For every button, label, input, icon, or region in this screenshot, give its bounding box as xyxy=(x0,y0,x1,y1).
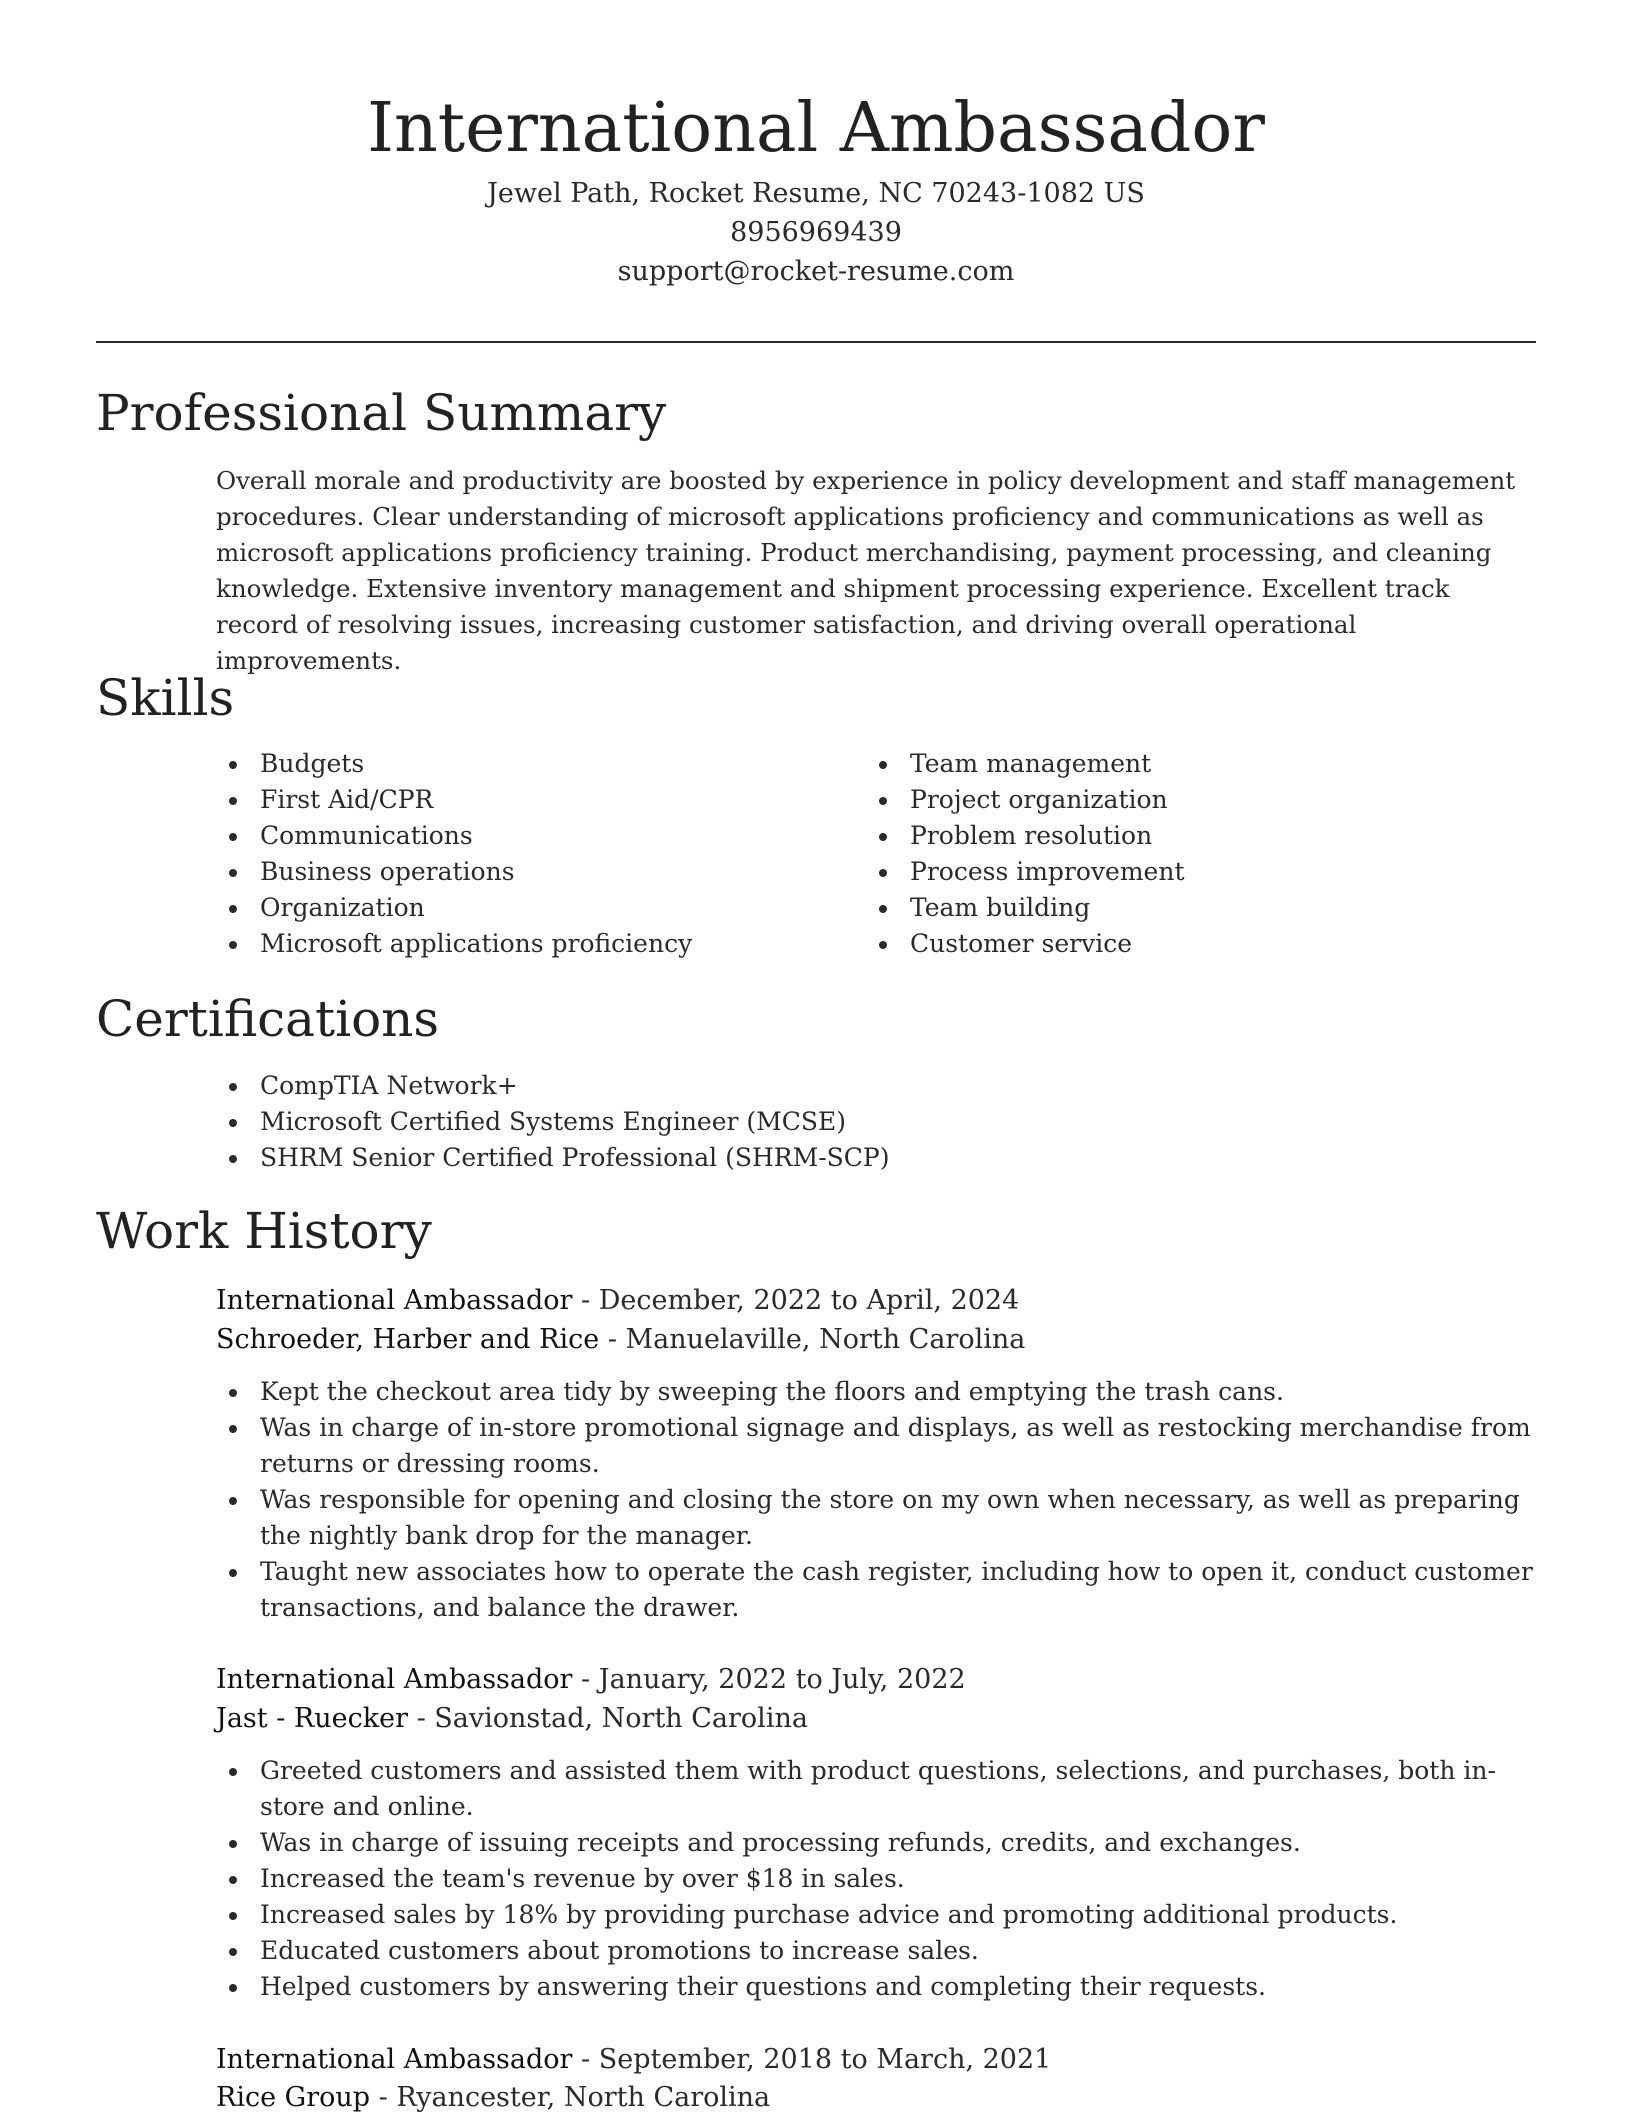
skill-item: Budgets xyxy=(216,746,856,782)
job-dates: January, 2022 to July, 2022 xyxy=(598,1664,966,1695)
job-bullet: Helped customers by answering their questions and completing their requests. xyxy=(216,1969,1536,2005)
job-dates: December, 2022 to April, 2024 xyxy=(598,1285,1020,1316)
certification-item: SHRM Senior Certified Professional (SHRM-SCP) xyxy=(216,1140,1516,1176)
job-bullets xyxy=(216,1374,1536,1626)
job-location: Ryancester, North Carolina xyxy=(396,2082,771,2113)
job-title-line: International Ambassador - September, 2018 to March, 2021 xyxy=(216,2044,1052,2075)
skill-item: Customer service xyxy=(866,926,1506,962)
work-history-heading: Work History xyxy=(96,1202,432,1260)
job-company: Schroeder, Harber and Rice xyxy=(216,1324,600,1355)
header-divider xyxy=(96,341,1536,343)
job-bullet: Was in charge of in-store promotional signage and displays, as well as restocking merchandise from returns or dressing rooms. xyxy=(216,1410,1536,1482)
contact-address: Jewel Path, Rocket Resume, NC 70243-1082 US xyxy=(487,178,1145,209)
job-location: Savionstad, North Carolina xyxy=(434,1703,808,1734)
certification-item: CompTIA Network+ xyxy=(216,1068,1516,1104)
skill-item: Microsoft applications proficiency xyxy=(216,926,856,962)
job-bullet: Greeted customers and assisted them with product questions, selections, and purchases, both in-store and online. xyxy=(216,1753,1536,1825)
skill-item: Team management xyxy=(866,746,1506,782)
job-company-line: Schroeder, Harber and Rice - Manuelaville, North Carolina xyxy=(216,1324,1026,1355)
job-bullet: Increased the team's revenue by over $18 in sales. xyxy=(216,1861,1536,1897)
job-location: Manuelaville, North Carolina xyxy=(625,1324,1026,1355)
skill-item: Business operations xyxy=(216,854,856,890)
job-bullet: Kept the checkout area tidy by sweeping the floors and emptying the trash cans. xyxy=(216,1374,1536,1410)
skill-item: Process improvement xyxy=(866,854,1506,890)
job-company-line: Rice Group - Ryancester, North Carolina xyxy=(216,2082,771,2113)
skills-heading: Skills xyxy=(96,669,235,727)
contact-email: support@rocket-resume.com xyxy=(617,256,1015,287)
candidate-name: International Ambassador xyxy=(367,89,1265,168)
job-role: International Ambassador xyxy=(216,2044,573,2075)
skill-item: Organization xyxy=(216,890,856,926)
job-bullet: Taught new associates how to operate the cash register, including how to open it, conduct customer transactions, and balance the drawer. xyxy=(216,1554,1536,1626)
skills-list-right xyxy=(866,746,1506,962)
job-bullets xyxy=(216,1753,1536,2005)
skill-item: Problem resolution xyxy=(866,818,1506,854)
job-bullet: Was in charge of issuing receipts and processing refunds, credits, and exchanges. xyxy=(216,1825,1536,1861)
certification-item: Microsoft Certified Systems Engineer (MCSE) xyxy=(216,1104,1516,1140)
skills-list-left xyxy=(216,746,856,962)
skill-item: Communications xyxy=(216,818,856,854)
skill-item: Project organization xyxy=(866,782,1506,818)
job-bullet: Was responsible for opening and closing the store on my own when necessary, as well as preparing the nightly bank drop for the manager. xyxy=(216,1482,1536,1554)
job-dates: September, 2018 to March, 2021 xyxy=(598,2044,1052,2075)
certifications-heading: Certifications xyxy=(96,990,440,1048)
skill-item: Team building xyxy=(866,890,1506,926)
resume-header xyxy=(96,84,1536,291)
summary-text: Overall morale and productivity are boosted by experience in policy development and staff management procedures. Clear understanding of microsoft applications proficiency and communications as well as microsoft applications proficiency training. Product merchandising, payment processing, and cleaning knowledge. Extensive inventory management and shipment processing experience. Excellent track record of resolving issues, increasing customer satisfaction, and driving overall operational improvements. xyxy=(216,466,1516,675)
certifications-list xyxy=(216,1068,1516,1176)
job-title-line: International Ambassador - January, 2022 to July, 2022 xyxy=(216,1664,966,1695)
job-bullet: Increased sales by 18% by providing purchase advice and promoting additional products. xyxy=(216,1897,1536,1933)
job-title-line: International Ambassador - December, 2022 to April, 2024 xyxy=(216,1285,1020,1316)
job-company-line: Jast - Ruecker - Savionstad, North Carolina xyxy=(216,1703,808,1734)
job-role: International Ambassador xyxy=(216,1285,573,1316)
job-company: Jast - Ruecker xyxy=(216,1703,408,1734)
summary-heading: Professional Summary xyxy=(96,384,667,442)
job-bullet: Educated customers about promotions to increase sales. xyxy=(216,1933,1536,1969)
skill-item: First Aid/CPR xyxy=(216,782,856,818)
job-company: Rice Group xyxy=(216,2082,371,2113)
job-role: International Ambassador xyxy=(216,1664,573,1695)
contact-phone: 8956969439 xyxy=(730,217,902,248)
